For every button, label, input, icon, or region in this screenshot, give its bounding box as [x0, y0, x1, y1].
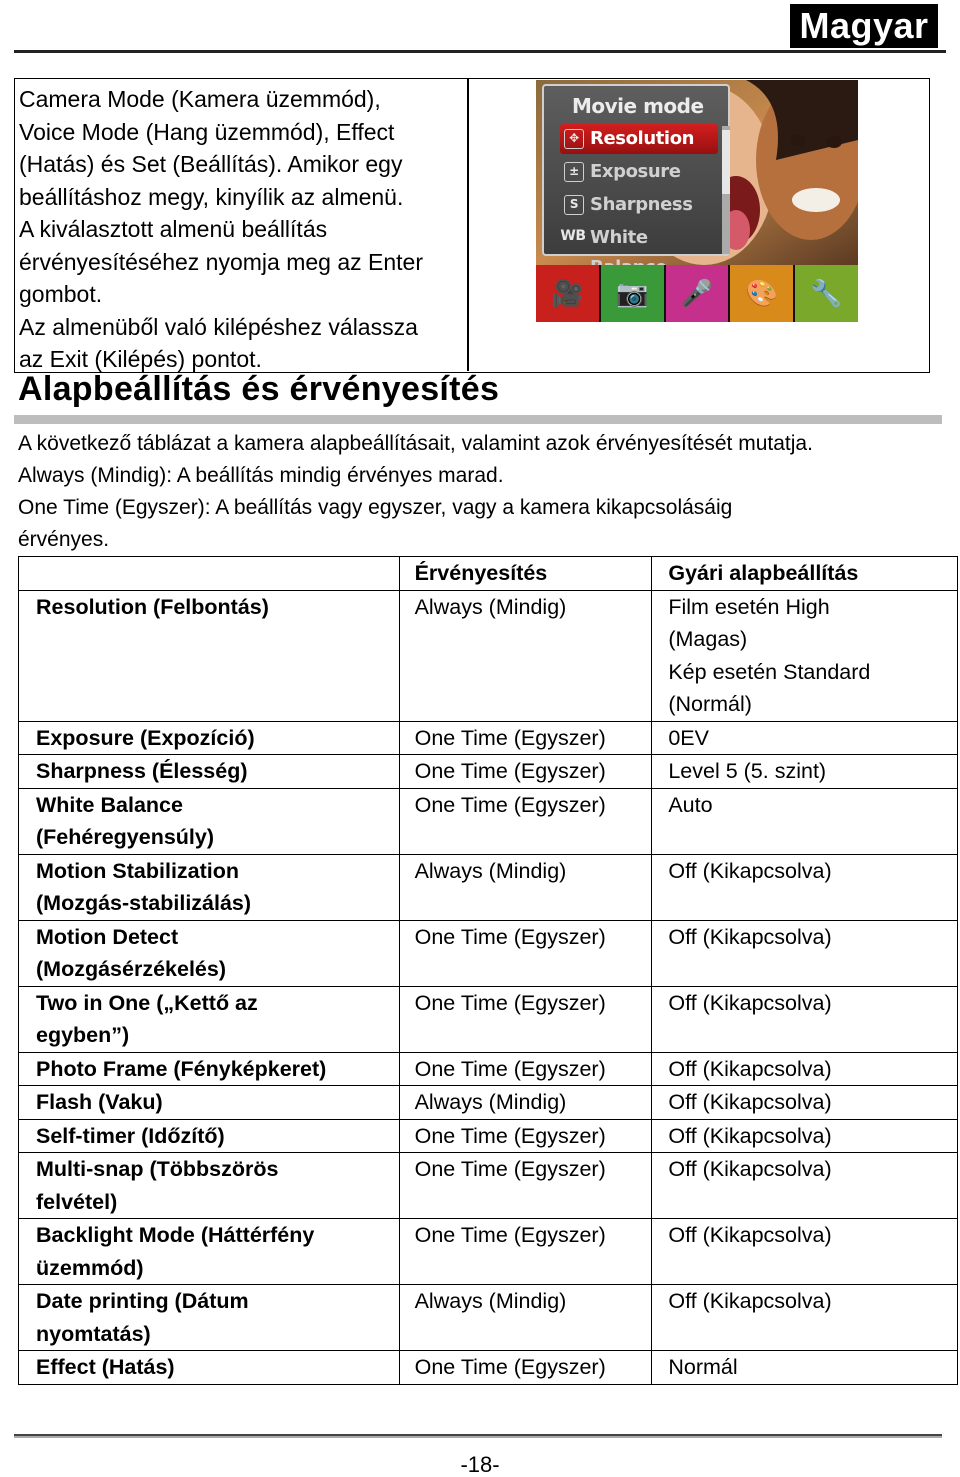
validity-cell: One Time (Egyszer): [399, 755, 652, 789]
table-row: [19, 1351, 958, 1385]
setting-line: Motion Detect: [36, 924, 179, 949]
default-line: Off (Kikapcsolva): [668, 1123, 832, 1148]
footer-rule: [14, 1434, 942, 1438]
setting-cell: [19, 1285, 400, 1351]
default-cell: [652, 854, 958, 920]
default-line: Auto: [668, 792, 713, 817]
menu-item-label: White: [590, 227, 648, 248]
default-line: (Normál): [668, 692, 752, 716]
intro-line: gombot.: [19, 281, 103, 307]
table-row: [19, 1153, 958, 1219]
page-number: -18-: [460, 1452, 500, 1477]
intro-line: A kiválasztott almenü beállítás: [19, 216, 328, 242]
menu-item-label: Exposure: [590, 161, 681, 182]
intro-divider: [467, 79, 469, 371]
table-row: [19, 1285, 958, 1351]
validity-cell: Always (Mindig): [399, 854, 652, 920]
validity-cell: Always (Mindig): [399, 590, 652, 721]
setting-line: Two in One („Kettő az: [36, 990, 258, 1015]
table-row: [19, 788, 958, 854]
default-line: 0EV: [668, 725, 709, 750]
setting-cell: [19, 788, 400, 854]
validity-cell: Always (Mindig): [399, 1086, 652, 1120]
section-rule: [14, 415, 942, 424]
validity-cell: One Time (Egyszer): [399, 1052, 652, 1086]
camera-menu-screenshot: [536, 80, 858, 322]
setting-line: Effect (Hatás): [36, 1355, 175, 1379]
default-cell: [652, 1052, 958, 1086]
setting-line: (Mozgásérzékelés): [36, 957, 226, 981]
table-header-row: [19, 557, 958, 591]
table-row: [19, 755, 958, 789]
white-balance-icon: WB: [560, 228, 586, 244]
setting-line: (Fehéregyensúly): [36, 825, 215, 849]
language-badge: Magyar: [790, 4, 938, 48]
movie-mode-menu: [542, 84, 730, 256]
setting-line: Backlight Mode (Háttérfény: [36, 1223, 315, 1247]
default-line: Off (Kikapcsolva): [668, 990, 832, 1015]
default-cell: [652, 1153, 958, 1219]
mode-icon-bar: [536, 265, 858, 322]
intro-line: (Hatás) és Set (Beállítás). Amikor egy: [19, 151, 403, 177]
setting-line: Photo Frame (Fényképkeret): [36, 1056, 327, 1081]
paragraph: One Time (Egyszer): A beállítás vagy egyszer, vagy a kamera kikapcsolásáig: [18, 496, 733, 519]
menu-item-exposure[interactable]: [560, 157, 718, 187]
setting-cell: [19, 1119, 400, 1153]
default-cell: [652, 755, 958, 789]
validity-cell: One Time (Egyszer): [399, 1119, 652, 1153]
table-row: [19, 590, 958, 721]
default-cell: [652, 590, 958, 721]
table-row: [19, 1119, 958, 1153]
menu-item-sharpness[interactable]: [560, 190, 718, 220]
setting-line: Self-timer (Időzítő): [36, 1123, 225, 1148]
setting-cell: [19, 854, 400, 920]
default-cell: [652, 1285, 958, 1351]
default-line: Off (Kikapcsolva): [668, 924, 832, 949]
setting-line: (Mozgás-stabilizálás): [36, 891, 252, 915]
setting-cell: [19, 986, 400, 1052]
setting-line: Motion Stabilization: [36, 858, 240, 883]
paragraph: Always (Mindig): A beállítás mindig érvényes marad.: [18, 464, 504, 487]
default-line: Kép esetén Standard: [668, 659, 871, 684]
resolution-icon: ✥: [564, 129, 584, 149]
tools-icon[interactable]: 🔧: [795, 265, 858, 322]
table-row: [19, 1219, 958, 1285]
intro-line: beállításhoz megy, kinyílik az almenü.: [19, 183, 404, 210]
default-line: Off (Kikapcsolva): [668, 1090, 832, 1114]
default-line: (Magas): [668, 627, 748, 651]
header-default: Gyári alapbeállítás: [652, 557, 958, 591]
validity-cell: One Time (Egyszer): [399, 1219, 652, 1285]
default-cell: [652, 721, 958, 755]
setting-line: Resolution (Felbontás): [36, 594, 269, 619]
default-line: Film esetén High: [668, 594, 830, 619]
section-title: Alapbeállítás és érvényesítés: [18, 370, 500, 408]
validity-cell: One Time (Egyszer): [399, 986, 652, 1052]
validity-cell: One Time (Egyszer): [399, 721, 652, 755]
defaults-table: [18, 556, 958, 1385]
sharpness-icon: S: [564, 195, 584, 215]
setting-line: nyomtatás): [36, 1321, 151, 1346]
default-cell: [652, 1086, 958, 1120]
default-cell: [652, 1351, 958, 1385]
setting-line: White Balance: [36, 792, 183, 817]
header-validity: Érvényesítés: [399, 557, 652, 591]
table-row: [19, 920, 958, 986]
intro-line: az Exit (Kilépés) pontot.: [19, 346, 262, 372]
default-cell: [652, 1219, 958, 1285]
camcorder-icon[interactable]: 🎥: [536, 265, 601, 322]
camera-icon[interactable]: 📷: [601, 265, 666, 322]
table-row: [19, 1052, 958, 1086]
setting-cell: [19, 1351, 400, 1385]
validity-cell: One Time (Egyszer): [399, 1153, 652, 1219]
setting-line: Exposure (Expozíció): [36, 725, 255, 750]
default-line: Off (Kikapcsolva): [668, 1056, 832, 1081]
menu-item-resolution[interactable]: [560, 124, 718, 154]
setting-cell: [19, 1153, 400, 1219]
setting-cell: [19, 920, 400, 986]
header-setting: [19, 557, 400, 591]
table-row: [19, 986, 958, 1052]
setting-cell: [19, 721, 400, 755]
validity-cell: One Time (Egyszer): [399, 788, 652, 854]
setting-line: Sharpness (Élesség): [36, 759, 248, 783]
intro-text: [19, 83, 459, 376]
default-line: Off (Kikapcsolva): [668, 1157, 832, 1181]
table-row: [19, 721, 958, 755]
setting-line: üzemmód): [36, 1255, 144, 1280]
default-line: Off (Kikapcsolva): [668, 1289, 832, 1313]
setting-line: Flash (Vaku): [36, 1090, 163, 1114]
default-cell: [652, 986, 958, 1052]
intro-line: érvényesítéséhez nyomja meg az Enter: [19, 248, 423, 275]
table-row: [19, 1086, 958, 1120]
palette-icon[interactable]: 🎨: [730, 265, 795, 322]
paragraph: érvényes.: [18, 528, 110, 551]
menu-item-label: Resolution: [590, 128, 695, 149]
validity-cell: One Time (Egyszer): [399, 1351, 652, 1385]
intro-line: Camera Mode (Kamera üzemmód),: [19, 86, 381, 112]
menu-scrollbar[interactable]: [722, 126, 730, 254]
header-rule: [14, 50, 946, 53]
default-cell: [652, 920, 958, 986]
validity-cell: One Time (Egyszer): [399, 920, 652, 986]
setting-line: Multi-snap (Többszörös: [36, 1157, 279, 1181]
default-line: Level 5 (5. szint): [668, 759, 827, 783]
exposure-icon: ±: [564, 162, 584, 182]
paragraph: A következő táblázat a kamera alapbeállításait, valamint azok érvényesítését mutatja.: [18, 432, 813, 455]
intro-line: Az almenüből való kilépéshez válassza: [19, 313, 418, 340]
scrollbar-thumb[interactable]: [722, 130, 730, 194]
default-cell: [652, 1119, 958, 1153]
setting-cell: [19, 590, 400, 721]
setting-line: felvétel): [36, 1189, 118, 1214]
menu-title: Movie mode: [572, 94, 704, 118]
setting-cell: [19, 1052, 400, 1086]
intro-line: Voice Mode (Hang üzemmód), Effect: [19, 118, 395, 145]
default-line: Off (Kikapcsolva): [668, 858, 832, 883]
validity-cell: Always (Mindig): [399, 1285, 652, 1351]
setting-cell: [19, 1219, 400, 1285]
default-cell: [652, 788, 958, 854]
table-row: [19, 854, 958, 920]
setting-cell: [19, 1086, 400, 1120]
setting-line: egyben”): [36, 1023, 130, 1047]
microphone-icon[interactable]: 🎤: [666, 265, 731, 322]
default-line: Normál: [668, 1355, 738, 1379]
default-line: Off (Kikapcsolva): [668, 1223, 832, 1247]
menu-item-white-balance[interactable]: [560, 223, 718, 253]
setting-cell: [19, 755, 400, 789]
setting-line: Date printing (Dátum: [36, 1289, 249, 1313]
menu-item-label: Sharpness: [590, 194, 693, 215]
